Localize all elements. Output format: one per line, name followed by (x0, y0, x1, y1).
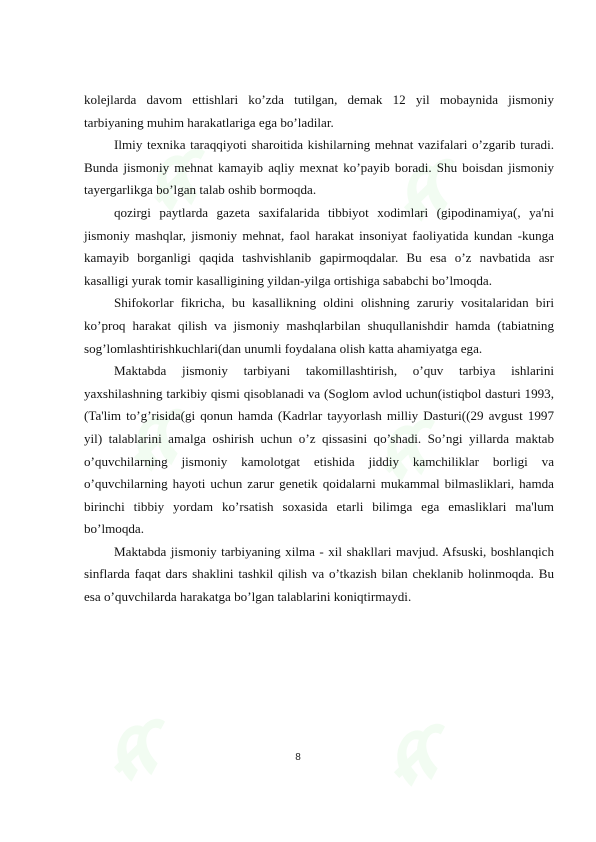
paragraph: Maktabda jismoniy tarbiyaning xilma - xil shakllari mavjud. Afsuski, boshlanqich sinflarda faqat dars shaklini tashkil qilish va o’tkazish bilan cheklanib holinmoqda. Bu esa o’quvchilarda harakatga bo’lgan talablarini koniqtirmaydi. (84, 543, 554, 605)
paragraph-continuation: kolejlarda davom ettishlari ko’zda tutilgan, demak 12 yil mobaynida jismoniy tarbiyaning muhim harakatlariga ega bo’ladilar. (84, 92, 554, 130)
document-body (84, 89, 554, 609)
paragraph: Ilmiy texnika taraqqiyoti sharoitida kishilarning mehnat vazifalari o’zgarib turadi. Bunda jismoniy mehnat kamayib aqliy mexnat ko’payib boradi. Shu boisdan jismoniy tayergarlikga bo’lgan talab oshib bormoqda. (84, 137, 554, 198)
paragraph: Shifokorlar fikricha, bu kasallikning oldini olishning zaruriy vositalaridan biri ko’proq harakat qilish va jismoniy mashqlarbilan shuqullanishdir hamda (tabiatning sog’lomlashtirishkuchlari(dan unumli foydalana olish katta ahamiyatga ega. (84, 295, 554, 356)
paragraph: qozirgi paytlarda gazeta saxifalarida tibbiyot xodimlari (gipodinamiya(, ya'ni jismoniy mashqlar, jismoniy mehnat, faol harakat insoniyat faoliyatida kundan -kunga kamayib borganligi qaqida tashvishlanib gapirmoqdalar. Bu esa o’z navbatida asr kasalligi yurak tomir kasalligining yildan-yilga ortishiga sababchi bo’lmoqda. (84, 204, 554, 288)
page-number: 8 (295, 752, 301, 763)
paragraph: Maktabda jismoniy tarbiyani takomillashtirish, o’quv tarbiya ishlarini yaxshilashning tarkibiy qismi qisoblanadi va (Soglom avlod uchun(istiqbol dasturi 1993, (Ta'lim to’g’risida(gi qonun hamda (Kadrlar tayyorlash milliy Dasturi((29 avgust 1997 yil) talablarini amalga oshirish uchun o’z qissasini qo’shadi. So’ngi yillarda maktab o’quvchilarning jismoniy kamolotgat etishida jiddiy kamchiliklar borligi va o’quvchilarning hayoti uchun zarur genetik qoidalarni mukammal bilmasliklari, hamda birinchi tibbiy yordam ko’rsatish soxasida etarli bilimga ega emasliklari ma'lum bo’lmoqda. (84, 363, 554, 537)
watermark-logo-icon (100, 709, 185, 790)
